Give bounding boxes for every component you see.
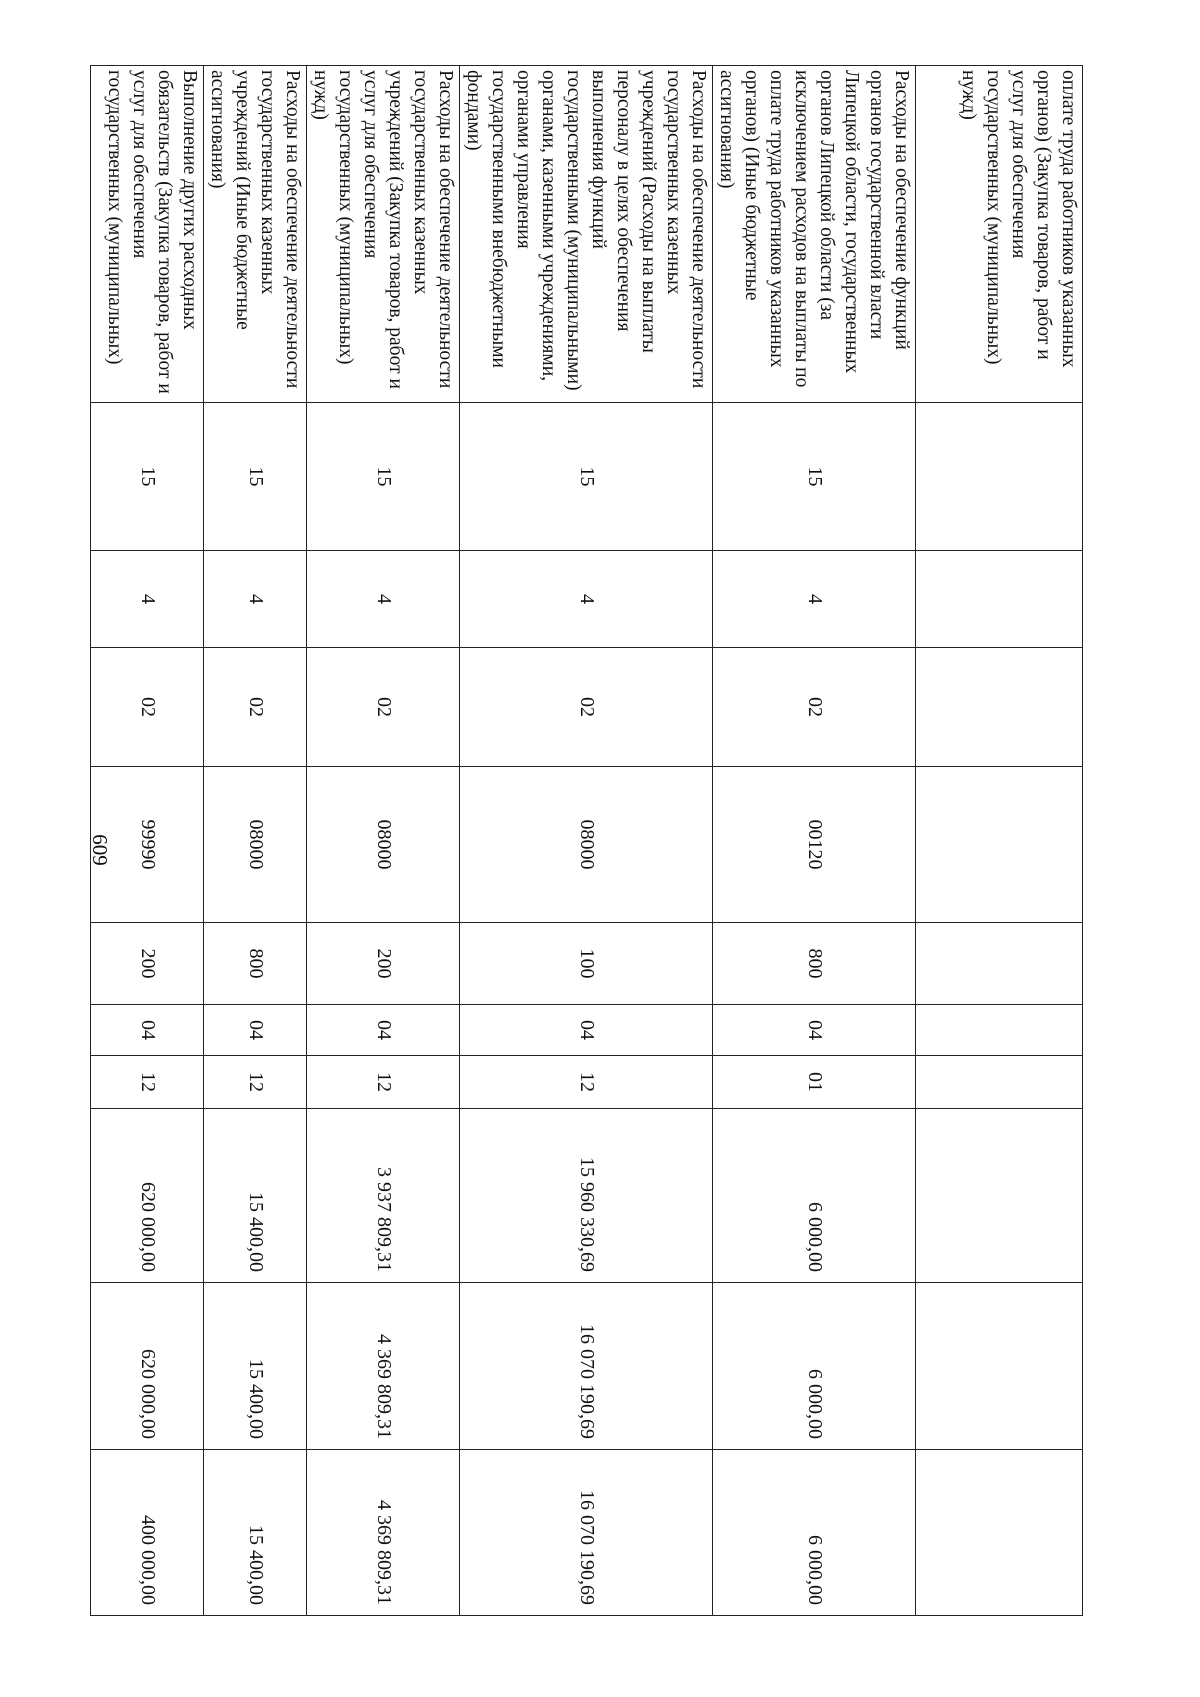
- code-cell: 04: [91, 1005, 204, 1056]
- amount-cell: [916, 1109, 1083, 1283]
- amount-cell: [916, 1283, 1083, 1450]
- code-cell: 02: [307, 648, 460, 767]
- amount-cell: 15 400,00: [204, 1283, 307, 1450]
- amount-cell: 15 400,00: [204, 1450, 307, 1616]
- table-row: [204, 66, 307, 1616]
- code-cell: 200: [91, 923, 204, 1005]
- row-description: Расходы на обеспечение деятельности государственных казенных учреждений (Иные бюджетные ассигнования): [204, 66, 307, 403]
- amount-cell: 620 000,00: [91, 1283, 204, 1450]
- code-cell: 100: [460, 923, 713, 1005]
- code-cell: 4: [713, 551, 916, 648]
- code-cell: 01: [713, 1056, 916, 1109]
- code-cell: 02: [460, 648, 713, 767]
- amount-cell: 6 000,00: [713, 1450, 916, 1616]
- row-description: Выполнение других расходных обязательств (Закупка товаров, работ и услуг для обеспечения государственных (муниципальных): [91, 66, 204, 403]
- code-cell: 15: [204, 403, 307, 551]
- amount-cell: 620 000,00: [91, 1109, 204, 1283]
- code-cell: 12: [91, 1056, 204, 1109]
- code-cell: 02: [713, 648, 916, 767]
- code-cell: 4: [204, 551, 307, 648]
- code-cell: 99990: [91, 767, 204, 923]
- code-cell: 4: [307, 551, 460, 648]
- row-description: оплате труда работников указанных органов) (Закупка товаров, работ и услуг для обеспечения государственных (муниципальных) нужд): [916, 66, 1083, 403]
- amount-cell: 16 070 190,69: [460, 1283, 713, 1450]
- code-cell: 15: [307, 403, 460, 551]
- code-cell: [916, 1005, 1083, 1056]
- code-cell: [916, 767, 1083, 923]
- row-description: Расходы на обеспечение функций органов государственной власти Липецкой области, государственных органов Липецкой области (за исключением расходов на выплаты по оплате труда работников указанных органов) (Иные бюджетные ассигнования): [713, 66, 916, 403]
- budget-table: [90, 65, 1083, 1616]
- amount-cell: 4 369 809,31: [307, 1450, 460, 1616]
- code-cell: 08000: [460, 767, 713, 923]
- code-cell: 800: [204, 923, 307, 1005]
- amount-cell: 4 369 809,31: [307, 1283, 460, 1450]
- table-row: [713, 66, 916, 1616]
- amount-cell: 3 937 809,31: [307, 1109, 460, 1283]
- code-cell: 15: [91, 403, 204, 551]
- amount-cell: 15 400,00: [204, 1109, 307, 1283]
- row-description: Расходы на обеспечение деятельности государственных казенных учреждений (Расходы на выплаты персоналу в целях обеспечения выполнения функций государственными (муниципальными) органами, казенными учреждениями, органами управления государственными внебюджетными фондами): [460, 66, 713, 403]
- code-cell: 04: [204, 1005, 307, 1056]
- code-cell: 4: [91, 551, 204, 648]
- code-cell: [916, 923, 1083, 1005]
- code-cell: 12: [204, 1056, 307, 1109]
- amount-cell: 15 960 330,69: [460, 1109, 713, 1283]
- code-cell: 12: [307, 1056, 460, 1109]
- code-cell: 800: [713, 923, 916, 1005]
- code-cell: 08000: [204, 767, 307, 923]
- rotated-page-content: [104, 65, 1083, 1615]
- amount-cell: 6 000,00: [713, 1109, 916, 1283]
- code-cell: 200: [307, 923, 460, 1005]
- code-cell: 02: [204, 648, 307, 767]
- code-cell: [916, 551, 1083, 648]
- code-cell: 04: [460, 1005, 713, 1056]
- table-row: [307, 66, 460, 1616]
- amount-cell: [916, 1450, 1083, 1616]
- code-cell: 15: [713, 403, 916, 551]
- amount-cell: 400 000,00: [91, 1450, 204, 1616]
- code-cell: 4: [460, 551, 713, 648]
- code-cell: 12: [460, 1056, 713, 1109]
- code-cell: 15: [460, 403, 713, 551]
- code-cell: 04: [307, 1005, 460, 1056]
- code-cell: [916, 648, 1083, 767]
- code-cell: [916, 403, 1083, 551]
- code-cell: 00120: [713, 767, 916, 923]
- code-cell: 02: [91, 648, 204, 767]
- table-row: [460, 66, 713, 1616]
- page-number: 609: [88, 834, 112, 866]
- table-row: [916, 66, 1083, 1616]
- amount-cell: 6 000,00: [713, 1283, 916, 1450]
- code-cell: 04: [713, 1005, 916, 1056]
- amount-cell: 16 070 190,69: [460, 1450, 713, 1616]
- table-row: [91, 66, 204, 1616]
- code-cell: 08000: [307, 767, 460, 923]
- code-cell: [916, 1056, 1083, 1109]
- row-description: Расходы на обеспечение деятельности государственных казенных учреждений (Закупка товаров, работ и услуг для обеспечения государственных (муниципальных) нужд): [307, 66, 460, 403]
